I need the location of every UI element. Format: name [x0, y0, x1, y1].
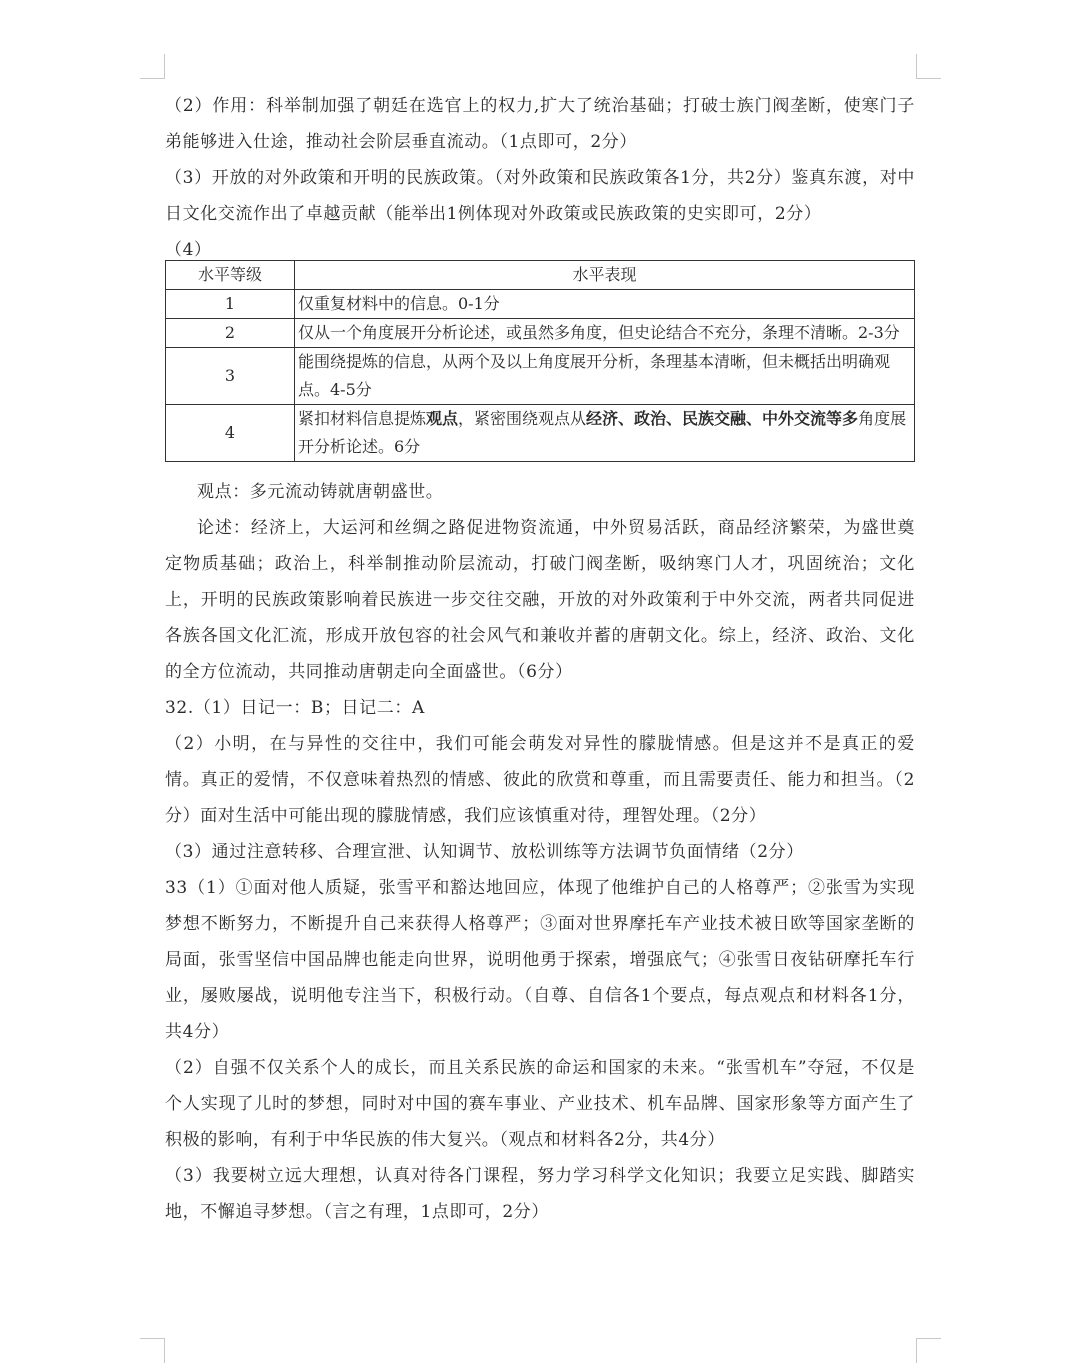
- answer-document: [165, 88, 915, 1230]
- q31-part2: （2）作用：科举制加强了朝廷在选官上的权力,扩大了统治基础；打破士族门阀垄断，使寒门子弟能够进入仕途，推动社会阶层垂直流动。（1点即可，2分）: [165, 96, 915, 152]
- table-row: [166, 348, 915, 405]
- viewpoint: 观点：多元流动铸就唐朝盛世。: [197, 482, 444, 502]
- desc-bold: 经济、政治、民族交融、中外交流等多: [586, 409, 859, 428]
- desc-bold: 观点: [426, 409, 459, 428]
- level-cell: 2: [166, 319, 295, 348]
- header-performance: 水平表现: [295, 261, 915, 290]
- description-cell: [295, 405, 915, 462]
- q31-part3: （3）开放的对外政策和开明的民族政策。（对外政策和民族政策各1分，共2分）鉴真东渡，对中日文化交流作出了卓越贡献（能举出1例体现对外政策或民族政策的史实即可，2分）: [165, 168, 915, 224]
- description-cell: 仅从一个角度展开分析论述，或虽然多角度，但史论结合不充分，条理不清晰。2-3分: [295, 319, 915, 348]
- desc-text: 角度展开分析论述。6分: [298, 409, 907, 456]
- q32-part1: 32.（1）日记一：B；日记二：A: [165, 698, 425, 718]
- desc-text: 紧扣材料信息提炼: [298, 409, 427, 428]
- description-cell: 仅重复材料中的信息。0-1分: [295, 290, 915, 319]
- q32-part2: （2）小明，在与异性的交往中，我们可能会萌发对异性的朦胧情感。但是这并不是真正的爱情。真正的爱情，不仅意味着热烈的情感、彼此的欣赏和尊重，而且需要责任、能力和担当。（2分）面对生活中可能出现的朦胧情感，我们应该慎重对待，理智处理。（2分）: [165, 734, 915, 826]
- crop-mark-top-right: [916, 54, 941, 79]
- crop-mark-bottom-left: [140, 1338, 165, 1363]
- level-cell: 4: [166, 405, 295, 462]
- crop-mark-bottom-right: [916, 1338, 941, 1363]
- table-row: [166, 290, 915, 319]
- table-row: [166, 405, 915, 462]
- crop-mark-top-left: [140, 54, 165, 79]
- desc-text: ，紧密围绕观点从: [458, 409, 587, 428]
- level-cell: 3: [166, 348, 295, 405]
- level-cell: 1: [166, 290, 295, 319]
- q31-part4-label: （4）: [165, 240, 212, 260]
- header-level: 水平等级: [166, 261, 295, 290]
- q33-part2: （2）自强不仅关系个人的成长，而且关系民族的命运和国家的未来。“张雪机车”夺冠，不仅是个人实现了儿时的梦想，同时对中国的赛车事业、产业技术、机车品牌、国家形象等方面产生了积极的影响，有利于中华民族的伟大复兴。（观点和材料各2分，共4分）: [165, 1058, 915, 1150]
- q32-part3: （3）通过注意转移、合理宣泄、认知调节、放松训练等方法调节负面情绪（2分）: [165, 842, 804, 862]
- description-cell: 能围绕提炼的信息，从两个及以上角度展开分析，条理基本清晰，但未概括出明确观点。4-5分: [295, 348, 915, 405]
- argument: 论述：经济上，大运河和丝绸之路促进物资流通，中外贸易活跃，商品经济繁荣，为盛世奠定物质基础；政治上，科举制推动阶层流动，打破门阀垄断，吸纳寒门人才，巩固统治；文化上，开明的民族政策影响着民族进一步交往交融，开放的对外政策利于中外交流，两者共同促进各族各国文化汇流，形成开放包容的社会风气和兼收并蓄的唐朝文化。综上，经济、政治、文化的全方位流动，共同推动唐朝走向全面盛世。（6分）: [165, 518, 915, 682]
- table-row: [166, 319, 915, 348]
- q33-part1: 33（1）①面对他人质疑，张雪平和豁达地回应，体现了他维护自己的人格尊严；②张雪为实现梦想不断努力，不断提升自己来获得人格尊严；③面对世界摩托车产业技术被日欧等国家垄断的局面，张雪坚信中国品牌也能走向世界，说明他勇于探索，增强底气；④张雪日夜钻研摩托车行业，屡败屡战，说明他专注当下，积极行动。（自尊、自信各1个要点，每点观点和材料各1分，共4分）: [165, 878, 915, 1042]
- scoring-table: [165, 260, 915, 462]
- q33-part3: （3）我要树立远大理想，认真对待各门课程，努力学习科学文化知识；我要立足实践、脚踏实地，不懈追寻梦想。（言之有理，1点即可，2分）: [165, 1166, 915, 1222]
- table-header-row: [166, 261, 915, 290]
